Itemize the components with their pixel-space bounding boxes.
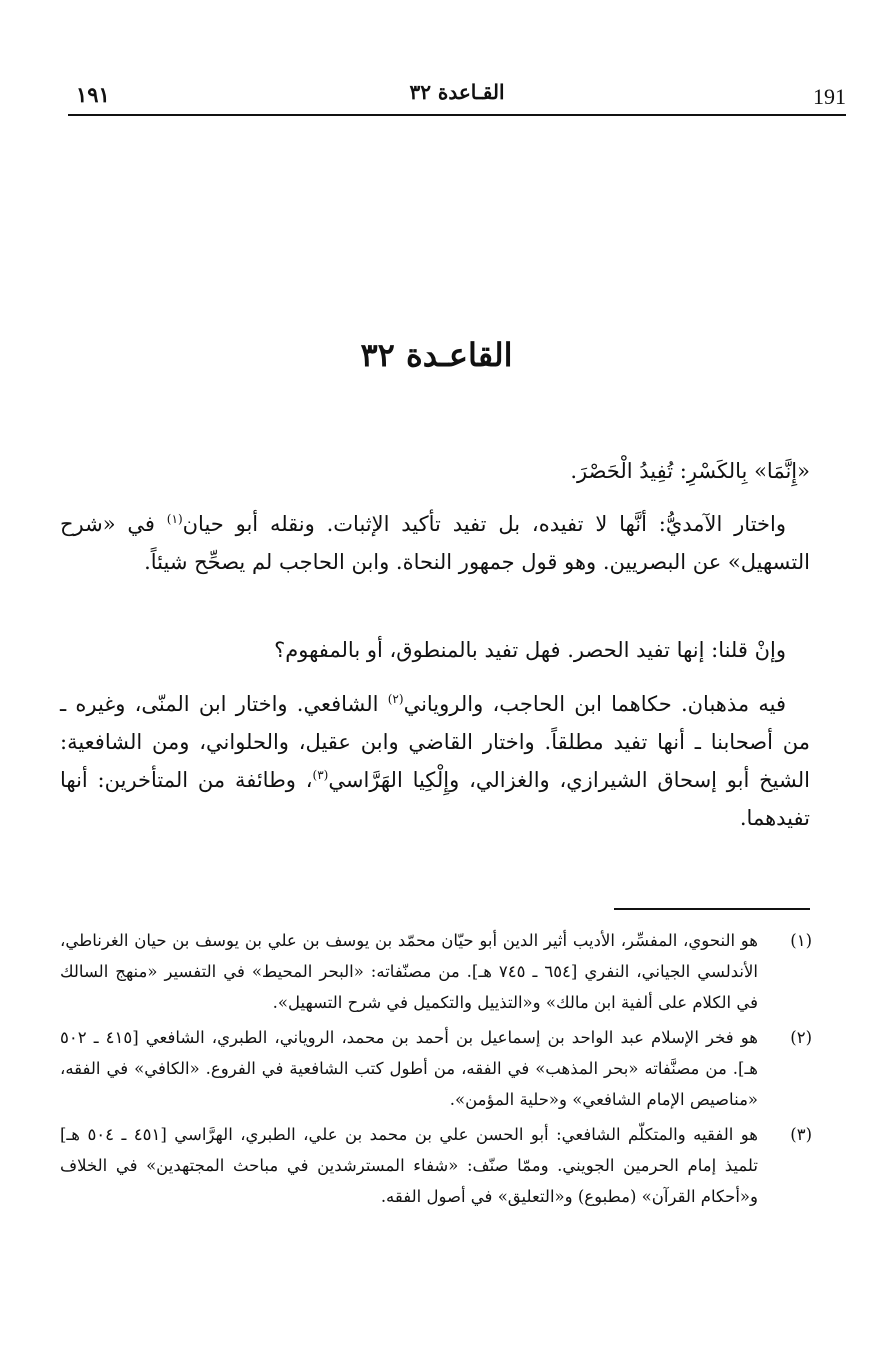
paragraph-segment: ، وطائفة من المتأخرين: أنها تفيدهما. <box>60 768 810 830</box>
footnote-divider <box>614 908 810 910</box>
running-title: القـاعدة ٣٢ <box>409 80 505 104</box>
footnote-ref-2[interactable]: (٢) <box>387 692 404 706</box>
paragraph-segment: في «شرح التسهيل» عن البصريين. وهو قول جمهور النحاة. وابن الحاجب لم يصحِّح شيئاً. <box>60 512 810 574</box>
body-paragraph-2 <box>60 505 810 581</box>
paragraph-text: وإنْ قلنا: إنها تفيد الحصر. فهل تفيد بالمنطوق، أو بالمفهوم؟ <box>274 638 786 662</box>
paragraph-segment: واختار الآمديُّ: أنَّها لا تفيده، بل تفيد تأكيد الإثبات. ونقله أبو حيان <box>182 512 787 536</box>
footnotes <box>60 925 812 1216</box>
footnote-text: هو الفقيه والمتكلّم الشافعي: أبو الحسن علي بن محمد بن علي، الطبري، الهرَّاسي [٤٥١ ـ ٥٠٤ هـ] تلميذ إمام الحرمين الجويني. وممّا صنّف: «شفاء المسترشدين في مباحث المجتهدين» في الخلاف و«أحكام القرآن» (مطبوع) و«التعليق» في أصول الفقه. <box>60 1125 758 1206</box>
footnote-2 <box>60 1022 812 1115</box>
page-header <box>68 70 846 116</box>
paragraph-text: «إِنَّمَا» بِالكَسْرِ: تُفِيدُ الْحَصْرَ. <box>570 459 810 483</box>
footnote-text: هو النحوي، المفسِّر، الأديب أثير الدين أبو حيّان محمّد بن يوسف بن علي بن يوسف بن حيان الغرناطي، الأندلسي الجياني، النفري [٦٥٤ ـ ٧٤٥ هـ]. من مصنّفاته: «البحر المحيط» في التفسير «منهج السالك في الكلام على ألفية ابن مالك» و«التذييل والتكميل في شرح التسهيل». <box>60 931 758 1012</box>
paragraph-segment: فيه مذهبان. حكاهما ابن الحاجب، والروياني <box>403 692 786 716</box>
footnote-1 <box>60 925 812 1018</box>
body-paragraph-4 <box>60 685 810 837</box>
footnote-mark: (١) <box>790 931 812 950</box>
body-paragraph-1 <box>60 452 810 490</box>
footnote-mark: (٣) <box>790 1125 812 1144</box>
footnote-3 <box>60 1119 812 1212</box>
paragraph-text <box>60 505 810 581</box>
page-number-arabic: ١٩١ <box>76 82 110 107</box>
rule-title: القاعـدة ٣٢ <box>360 336 513 374</box>
footnote-ref-1[interactable]: (١) <box>166 512 183 526</box>
footnote-text: هو فخر الإسلام عبد الواحد بن إسماعيل بن أحمد بن محمد، الروياني، الطبري، الشافعي [٤١٥ ـ ٥٠٢ هـ]. من مصنَّفاته «بحر المذهب» في الفقه، من أطول كتب الشافعية في الفروع. «الكافي» في الفقه، «مناصيص الإمام الشافعي» و«حلية المؤمن». <box>60 1028 758 1109</box>
paragraph-segment: الشافعي. واختار ابن المنّى، وغيره ـ من أصحابنا ـ أنها تفيد مطلقاً. واختار القاضي وابن عقيل، والحلواني، ومن الشافعية: الشيخ أبو إسحاق الشيرازي، والغزالي، وإِلْكِيا الهَرَّاسي <box>60 692 810 792</box>
body-paragraph-3 <box>60 631 810 669</box>
paragraph-text <box>60 685 810 837</box>
footnote-ref-3[interactable]: (٣) <box>312 768 329 782</box>
page-number-latin: 191 <box>813 84 846 109</box>
footnote-mark: (٢) <box>790 1028 812 1047</box>
